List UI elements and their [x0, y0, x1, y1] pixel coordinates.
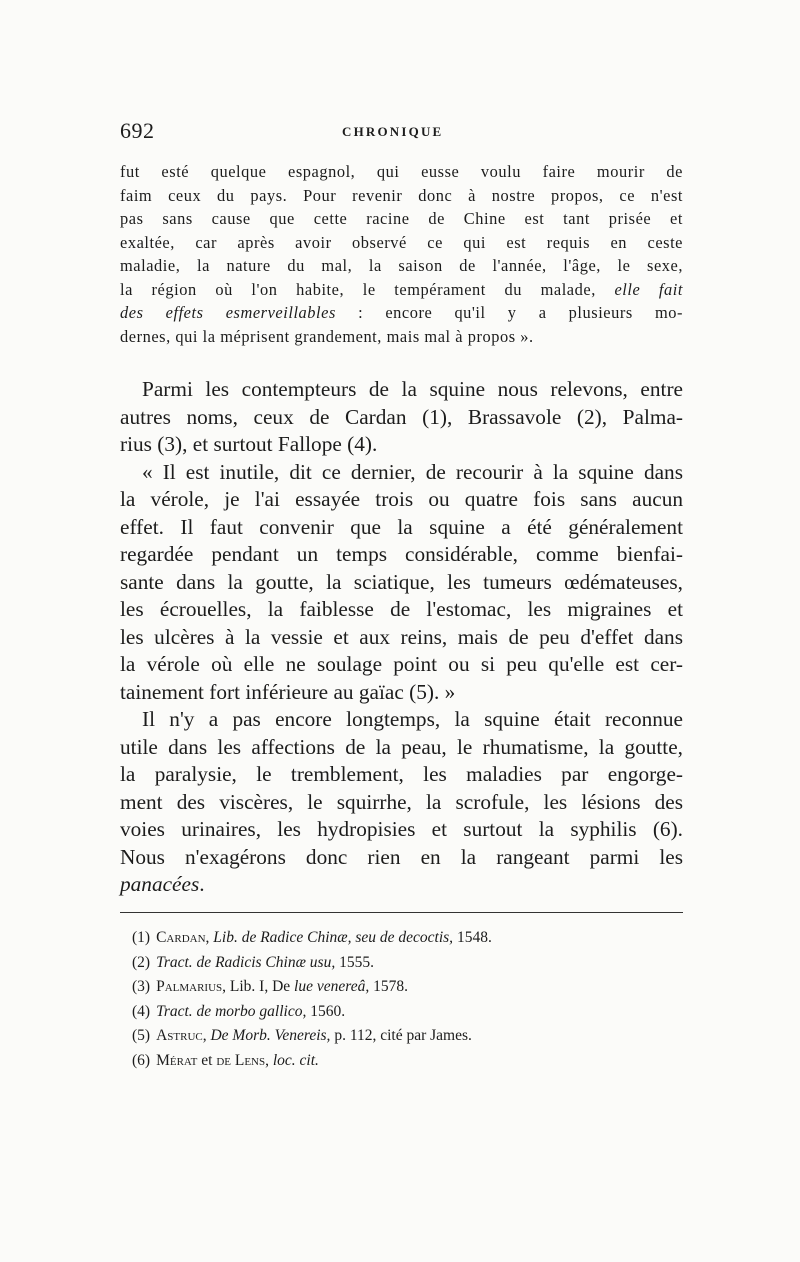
footnote-pre: Lib. I, De — [229, 978, 291, 996]
body-line: Nous n'exagérons donc rien en la rangeant parmi les — [120, 844, 683, 869]
body-line: la vérole où elle ne soulage point ou si peu qu'elle est cer- — [120, 652, 683, 676]
quote-line: fut esté quelque espagnol, qui eusse voulu faire mourir de — [120, 162, 683, 181]
body-line: tainement fort inférieure au gaïac (5). » — [120, 679, 456, 704]
footnote-title: Tract. de morbo gallico, — [156, 1002, 307, 1020]
footnote-rest: 1578. — [373, 978, 408, 996]
body-line: les écrouelles, la faiblesse de l'estomac, les migraines et — [120, 597, 683, 621]
footnote-number: (5) — [132, 1027, 151, 1045]
footnotes — [132, 926, 652, 1074]
body-line: rius (3), et surtout Fallope (4). — [120, 432, 378, 456]
quote-text: : encore qu'il y a plusieurs mo- — [358, 303, 684, 322]
running-title: CHRONIQUE — [342, 124, 444, 139]
footnote — [132, 1049, 652, 1074]
quote-text: la région où l'on habite, le tempérament du malade, — [120, 279, 596, 299]
body-line: les ulcères à la vessie et aux reins, mais de peu d'effet dans — [120, 624, 683, 649]
footnote-rest: 1555. — [339, 953, 374, 971]
footnote-number: (2) — [132, 953, 151, 971]
body-italic: panacées — [120, 872, 200, 896]
footnote — [132, 975, 652, 1000]
body-text: . — [199, 872, 205, 896]
body-line: ment des viscères, le squirrhe, la scrofule, les lésions des — [120, 789, 683, 814]
quote-line: faim ceux du pays. Pour revenir donc à nostre propos, ce n'est — [120, 185, 683, 205]
footnote-rest: 1560. — [310, 1002, 346, 1020]
quote-line: dernes, qui la méprisent grandement, mais mal à propos ». — [120, 326, 534, 346]
footnote-rest: 1548. — [456, 929, 492, 946]
footnote-title: lue venereâ, — [294, 978, 370, 996]
footnote — [132, 951, 652, 976]
footnote-author: Mérat — [156, 1051, 198, 1069]
body-line: Il n'y a pas encore longtemps, la squine était reconnue — [142, 707, 683, 731]
body-line: utile dans les affections de la peau, le rhumatisme, la goutte, — [120, 734, 683, 759]
body-line: effet. Il faut convenir que la squine a été généralement — [120, 514, 683, 539]
quoted-passage — [120, 160, 683, 348]
body-line: regardée pendant un temps considérable, comme bienfai- — [120, 542, 683, 566]
footnote — [132, 1024, 652, 1049]
page-number: 692 — [120, 118, 155, 143]
quote-line: exaltée, car après avoir observé ce qui est requis en ceste — [120, 232, 683, 252]
footnote-author: Cardan, — [156, 929, 210, 946]
footnote-title: Lib. de Radice Chinæ, seu de decoctis, — [213, 929, 454, 946]
footnote-number: (4) — [132, 1002, 151, 1020]
quote-italic: des effets esmerveillables — [120, 303, 336, 322]
running-head — [120, 118, 683, 146]
quote-line: pas sans cause que cette racine de Chine est tant prisée et — [120, 209, 683, 228]
main-text — [120, 376, 683, 899]
footnote-title: De Morb. Venereis, — [210, 1027, 331, 1045]
quote-italic: elle fait — [614, 279, 683, 299]
body-line — [120, 871, 683, 899]
footnote-author: Astruc, — [156, 1027, 207, 1045]
body-line: sante dans la goutte, la sciatique, les tumeurs œdémateuses, — [120, 569, 683, 594]
body-line: voies urinaires, les hydropisies et surtout la syphilis (6). — [120, 817, 683, 841]
footnote-number: (6) — [132, 1051, 151, 1069]
body-line: Parmi les contempteurs de la squine nous relevons, entre — [142, 377, 683, 401]
footnote-number: (1) — [132, 929, 151, 946]
footnote-author: Palmarius, — [156, 978, 227, 996]
footnote-mid: et — [201, 1051, 213, 1069]
body-line: « Il est inutile, dit ce dernier, de recourir à la squine dans — [142, 459, 683, 484]
footnote-author: de Lens, — [216, 1051, 269, 1069]
body-line: la paralysie, le tremblement, les maladies par engorge- — [120, 762, 683, 786]
quote-line: maladie, la nature du mal, la saison de l'année, l'âge, le sexe, — [120, 256, 683, 275]
quote-line — [120, 278, 683, 302]
footnote — [132, 1000, 652, 1025]
footnote-rest: p. 112, cité par James. — [334, 1027, 472, 1045]
body-line: autres noms, ceux de Cardan (1), Brassavole (2), Palma- — [120, 404, 683, 429]
body-line: la vérole, je l'ai essayée trois ou quatre fois sans aucun — [120, 487, 683, 511]
footnote-number: (3) — [132, 978, 151, 996]
footnote-rule — [120, 912, 683, 913]
quote-line — [120, 301, 683, 325]
footnote-title: loc. cit. — [272, 1051, 319, 1069]
footnote — [132, 926, 652, 951]
footnote-title: Tract. de Radicis Chinæ usu, — [156, 953, 336, 971]
